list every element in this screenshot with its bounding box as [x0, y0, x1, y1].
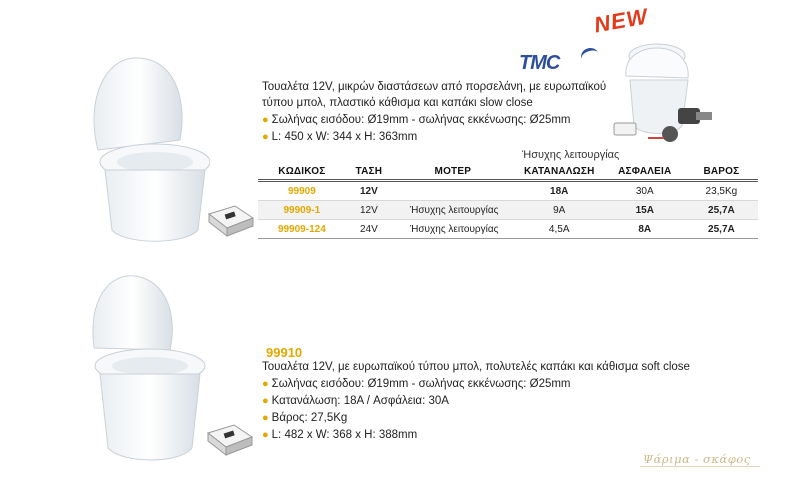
header-motor: ΜΟΤΕΡ: [392, 163, 514, 181]
bullet-icon: ●: [262, 395, 269, 407]
cell-fuse: 8A: [605, 220, 685, 239]
brand-swoosh-icon: [579, 45, 602, 67]
header-voltage: ΤΑΣΗ: [346, 163, 392, 181]
quiet-operation-caption: Ήσυχης λειτουργίας: [522, 149, 620, 161]
table-row: [258, 201, 758, 220]
control-panel-image-1: [205, 202, 255, 243]
bullet-icon: ●: [262, 114, 269, 126]
signature-watermark: Ψάριμα - σκάφος: [643, 452, 751, 466]
cell-consumption: 9A: [514, 201, 605, 220]
control-panel-image-2: [204, 421, 256, 462]
new-badge: NEW: [592, 3, 650, 38]
product2-bullet-text: L: 482 x W: 368 x H: 388mm: [271, 429, 418, 441]
header-consumption: ΚΑΤΑΝΑΛΩΣΗ: [514, 163, 605, 181]
toilet-image-2: [80, 268, 210, 478]
bullet-icon: ●: [262, 378, 269, 390]
cell-voltage: 24V: [346, 220, 392, 239]
product2-bullet-text: Βάρος: 27,5Kg: [271, 412, 348, 424]
cell-fuse: 15A: [605, 201, 685, 220]
cell-consumption: 4,5A: [514, 220, 605, 239]
product1-description-line1: Τουαλέτα 12V, μικρών διαστάσεων από πορσελάνη, με ευρωπαϊκού: [262, 81, 607, 93]
product1-bullet: [262, 112, 571, 128]
product2-bullet: [262, 376, 571, 392]
toilet-image-1: [80, 40, 210, 255]
table-row: [258, 181, 758, 201]
table-row: [258, 220, 758, 239]
bullet-icon: ●: [262, 412, 269, 424]
product2-bullet-text: Κατανάλωση: 18A / Ασφάλεια: 30A: [271, 395, 449, 407]
brand-logo-text: TMC: [519, 52, 560, 74]
cell-weight: 25,7A: [685, 220, 758, 239]
product1-bullet-text: Σωλήνας εισόδου: Ø19mm - σωλήνας εκκένωσης: Ø25mm: [271, 114, 571, 126]
product2-bullet: [262, 393, 449, 409]
product2-code: 99910: [266, 345, 303, 360]
product2-bullet: [262, 410, 347, 426]
cell-weight: 23,5Kg: [685, 181, 758, 201]
product2-description: Τουαλέτα 12V, με ευρωπαϊκού τύπου μπολ, πολυτελές καπάκι και κάθισμα soft close: [262, 361, 690, 373]
header-fuse: ΑΣΦΑΛΕΙΑ: [605, 163, 685, 181]
cell-motor: [392, 181, 514, 201]
product1-bullet-text: L: 450 x W: 344 x H: 363mm: [271, 131, 418, 143]
cell-fuse: 30A: [605, 181, 685, 201]
spec-table-header: [258, 163, 758, 181]
header-weight: ΒΑΡΟΣ: [685, 163, 758, 181]
cell-motor: Ήσυχης λειτουργίας: [392, 220, 514, 239]
cell-voltage: 12V: [346, 181, 392, 201]
product2-bullet-text: Σωλήνας εισόδου: Ø19mm - σωλήνας εκκένωσης: Ø25mm: [271, 378, 571, 390]
cell-code: 99909: [258, 181, 346, 201]
signature-underline: [640, 466, 760, 467]
product1-bullet: [262, 129, 417, 145]
cell-motor: Ήσυχης λειτουργίας: [392, 201, 514, 220]
spec-table: [258, 163, 758, 239]
bullet-icon: ●: [262, 429, 269, 441]
toilet-kit-image: [612, 38, 722, 158]
cell-weight: 25,7A: [685, 201, 758, 220]
cell-voltage: 12V: [346, 201, 392, 220]
product1-description-line2: τύπου μπολ, πλαστικό κάθισμα και καπάκι slow close: [262, 97, 533, 109]
brand-logo: [519, 52, 599, 78]
bullet-icon: ●: [262, 131, 269, 143]
header-code: ΚΩΔΙΚΟΣ: [258, 163, 346, 181]
cell-code: 99909-1: [258, 201, 346, 220]
cell-code: 99909-124: [258, 220, 346, 239]
product2-bullet: [262, 427, 417, 443]
cell-consumption: 18A: [514, 181, 605, 201]
